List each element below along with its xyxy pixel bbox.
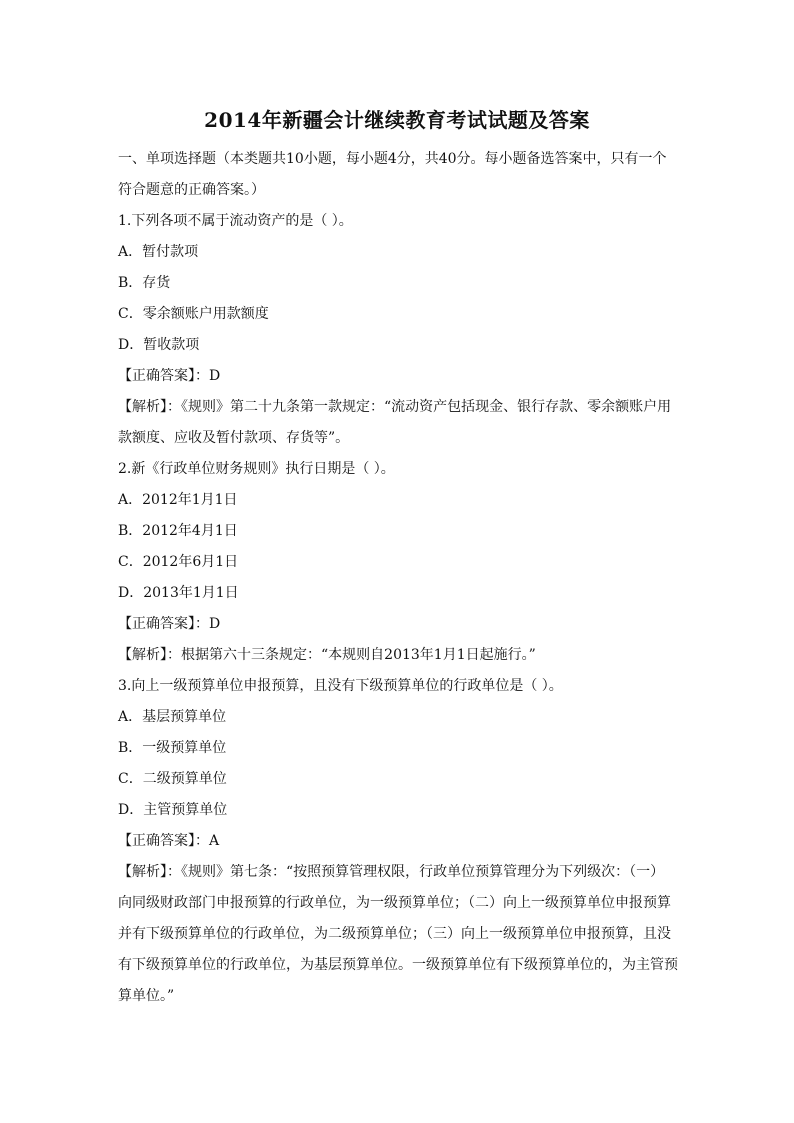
- document-title: 2014年新疆会计继续教育考试试题及答案: [204, 108, 590, 132]
- document-body: [118, 144, 678, 1012]
- question-2-answer: 【正确答案】：D: [118, 616, 221, 632]
- question-2-stem: 2.新《行政单位财务规则》执行日期是（ ）。: [118, 461, 395, 477]
- question-2-analysis: 【解析】：根据第六十三条规定：“本规则自2013年1月1日起施行。”: [118, 647, 536, 663]
- question-2-option-d: D．2013年1月1日: [118, 585, 239, 601]
- question-3-analysis: 【解析】：《规则》第七条：“按照预算管理权限，行政单位预算管理分为下列级次：（一）向同级财政部门申报预算的行政单位，为一级预算单位；（二）向上一级预算单位申报预算并有下级预算单位的行政单位，为二级预算单位；（三）向上一级预算单位申报预算，且没有下级预算单位的行政单位，为基层预算单位。一级预算单位有下级预算单位的，为主管预算单位。”: [118, 864, 678, 1004]
- question-1-option-c: C．零余额账户用款额度: [118, 306, 269, 322]
- question-1-option-a: A．暂付款项: [118, 244, 199, 260]
- question-1-option-d: D．暂收款项: [118, 337, 200, 353]
- question-2-option-b: B．2012年4月1日: [118, 523, 238, 539]
- question-1-answer: 【正确答案】：D: [118, 368, 221, 384]
- question-1-stem: 1.下列各项不属于流动资产的是（ ）。: [118, 213, 353, 229]
- question-3-option-d: D．主管预算单位: [118, 802, 228, 818]
- question-2-option-c: C．2012年6月1日: [118, 554, 239, 570]
- question-3-stem: 3.向上一级预算单位申报预算，且没有下级预算单位的行政单位是（ ）。: [118, 678, 563, 694]
- question-1-analysis: 【解析】：《规则》第二十九条第一款规定：“流动资产包括现金、银行存款、零余额账户用款额度、应收及暂付款项、存货等”。: [118, 399, 672, 446]
- question-3-option-c: C．二级预算单位: [118, 771, 227, 787]
- question-1-option-b: B．存货: [118, 275, 171, 291]
- question-3-option-a: A．基层预算单位: [118, 709, 227, 725]
- question-3-answer: 【正确答案】：A: [118, 833, 220, 849]
- question-3-option-b: B．一级预算单位: [118, 740, 227, 756]
- section-intro: 一、单项选择题（本类题共10小题，每小题4分，共40分。每小题备选答案中，只有一个符合题意的正确答案。）: [118, 151, 667, 198]
- question-2-option-a: A．2012年1月1日: [118, 492, 238, 508]
